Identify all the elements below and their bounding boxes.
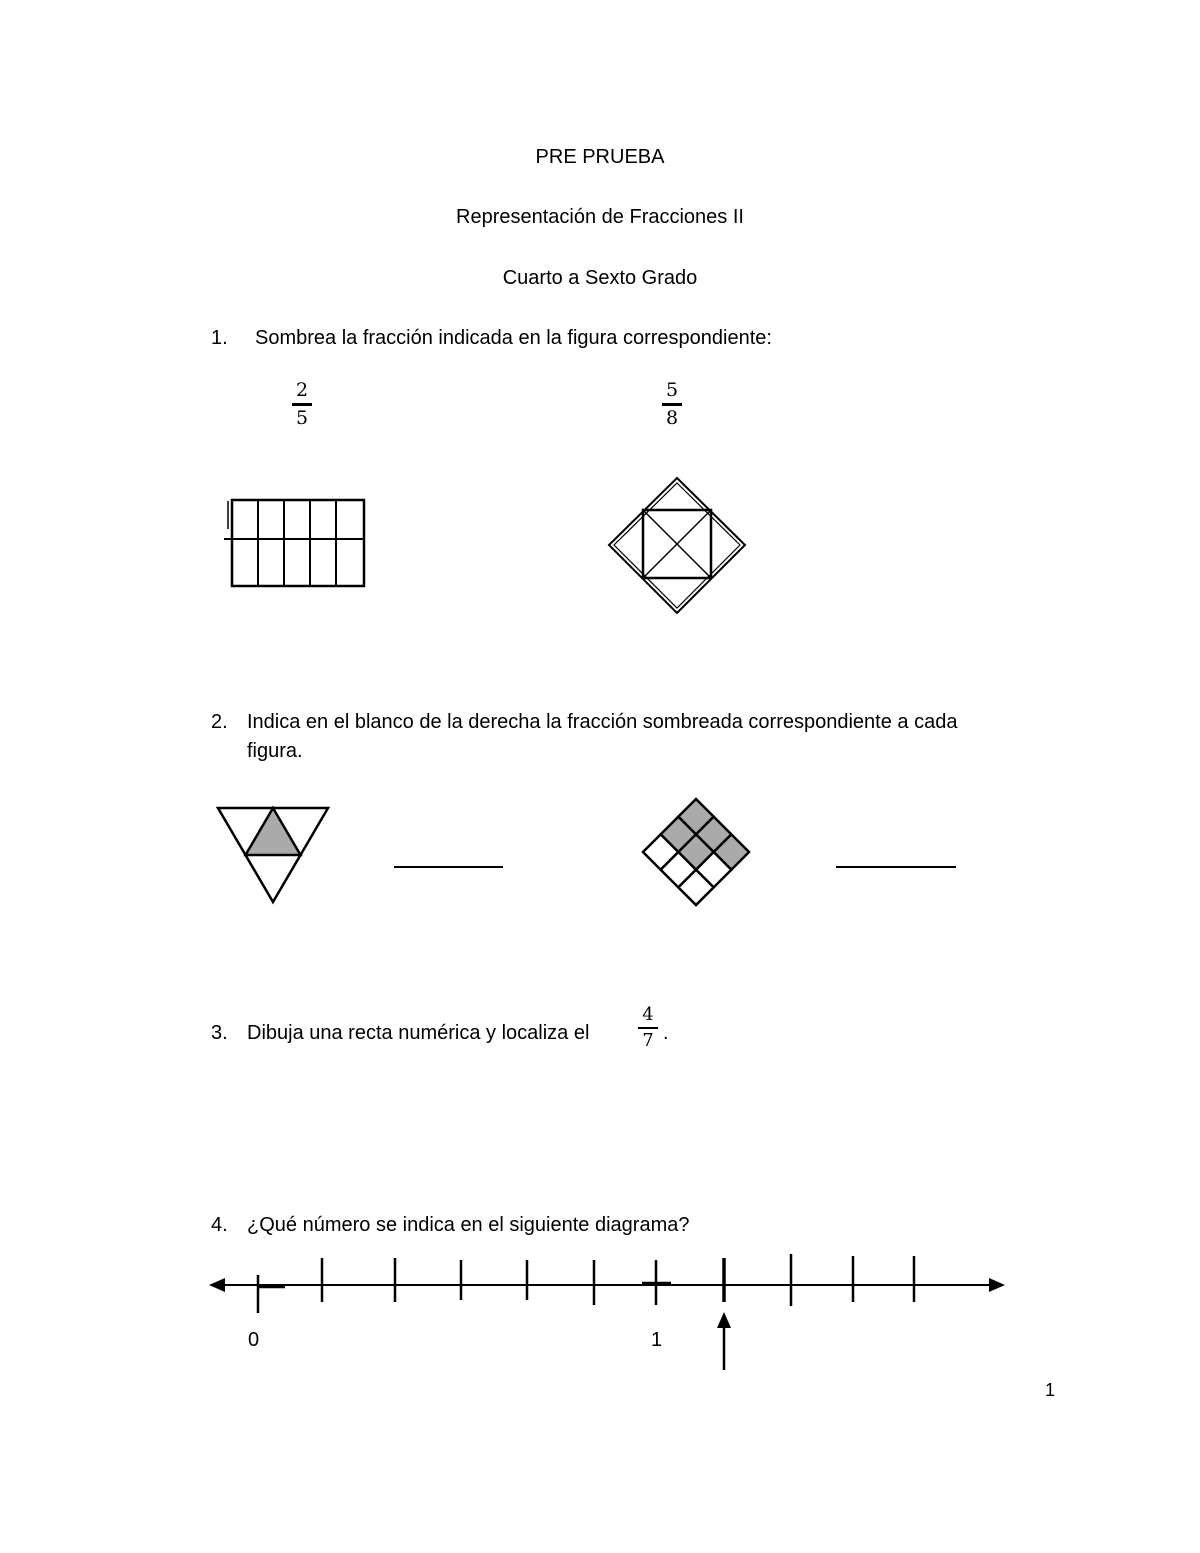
fraction-bar bbox=[638, 1027, 658, 1029]
fraction-5-8 bbox=[660, 381, 684, 428]
number-line-diagram bbox=[205, 1250, 1015, 1375]
question-text: Sombrea la fracción indicada en la figura correspondiente: bbox=[255, 327, 772, 349]
numerator: 5 bbox=[665, 379, 679, 401]
answer-blank-2[interactable] bbox=[836, 866, 956, 868]
numerator: 2 bbox=[295, 379, 309, 401]
question-4 bbox=[211, 1214, 689, 1237]
question-number: 1. bbox=[211, 327, 228, 349]
question-number: 3. bbox=[211, 1022, 228, 1044]
right-arrowhead-icon bbox=[989, 1278, 1005, 1292]
denominator: 8 bbox=[665, 407, 679, 429]
diamond-square-figure bbox=[605, 475, 750, 617]
fraction-4-7 bbox=[636, 1006, 660, 1050]
question-3-period: . bbox=[663, 1022, 669, 1044]
page-subtitle: Representación de Fracciones II bbox=[456, 206, 744, 228]
question-text: Indica en el blanco de la derecha la fracción sombreada correspondiente a cada bbox=[247, 711, 958, 733]
question-1 bbox=[211, 327, 772, 350]
page-number: 1 bbox=[1045, 1380, 1056, 1400]
denominator: 7 bbox=[642, 1030, 654, 1051]
grade-label: Cuarto a Sexto Grado bbox=[502, 267, 698, 289]
inverted-triangle-figure bbox=[215, 805, 333, 905]
question-number: 2. bbox=[211, 711, 228, 733]
left-arrowhead-icon bbox=[209, 1278, 225, 1292]
tick-marks bbox=[258, 1254, 914, 1313]
question-number: 4. bbox=[211, 1214, 228, 1236]
fraction-2-5 bbox=[290, 381, 314, 428]
question-text: Dibuja una recta numérica y localiza el bbox=[247, 1022, 590, 1044]
diamond-grid-figure bbox=[640, 797, 752, 909]
question-text: ¿Qué número se indica en el siguiente diagrama? bbox=[247, 1214, 690, 1236]
number-line-label-0: 0 bbox=[248, 1329, 260, 1351]
denominator: 5 bbox=[295, 407, 309, 429]
rectangle-grid-figure bbox=[222, 495, 372, 590]
fraction-bar bbox=[662, 403, 682, 406]
question-2 bbox=[211, 711, 1041, 734]
question-3 bbox=[211, 1022, 589, 1045]
fraction-bar bbox=[292, 403, 312, 406]
page-title: PRE PRUEBA bbox=[535, 146, 665, 168]
question-2-text-cont: figura. bbox=[247, 740, 303, 762]
numerator: 4 bbox=[642, 1004, 654, 1025]
number-line-label-1: 1 bbox=[651, 1329, 663, 1351]
answer-blank-1[interactable] bbox=[394, 866, 503, 868]
